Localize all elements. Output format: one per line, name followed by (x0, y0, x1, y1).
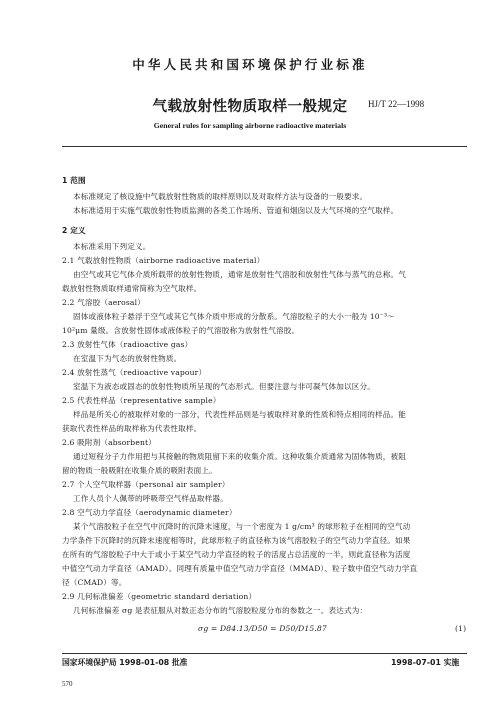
definition-heading: 2.1 气载放射性物质（airborne radioactive material） (62, 256, 265, 265)
definition-heading: 2.9 几何标准偏差（geometric standard deriation） (62, 592, 257, 601)
header-divider (62, 146, 467, 147)
paragraph-line: 10²μm 量级。含放射性固体或液体粒子的气溶胶称为放射性气溶胶。 (62, 326, 300, 335)
paragraph-line: 工作人员个人佩带的呼吸带空气样品取样器。 (73, 494, 228, 503)
paragraph-line: 获取代表性样品的取样称为代表性取样。 (62, 424, 202, 433)
paragraph-line: 在所有的气溶胶粒子中大于或小于某空气动力学直径的粒子的活度占总活度的一半，则此直径称为活度 (62, 550, 411, 559)
paragraph-line: 中值空气动力学直径（AMAD）。同理有质量中值空气动力学直径（MMAD）、粒子数中值空气动力学直 (62, 564, 418, 573)
paragraph-line: 几何标准偏差 σg 是表征服从对数正态分布的气溶胶粒度分布的参数之一。表达式为： (73, 606, 368, 615)
paragraph-line: 本标准适用于实施气载放射性物质监测的各类工作场所、管道和烟囱以及大气环境的空气取样。 (73, 206, 399, 215)
paragraph-line: 留的物质一般吸附在收集介质的吸附表面上。 (62, 466, 217, 475)
paragraph-line: 固体或液体粒子悬浮于空气或其它气体介质中形成的分散系。气溶胶粒子的大小一般为 10⁻³～ (73, 312, 395, 321)
definition-heading: 2.2 气溶胶（aerosal） (62, 298, 145, 307)
equation: σg = D84.13/D50 = D50/D15.87 (198, 624, 327, 633)
paragraph-line: 力学条件下沉降时的沉降末速度相等时，此球形粒子的直径称为该气溶胶粒子的空气动力学直径。如果 (62, 536, 411, 545)
english-subtitle: General rules for sampling airborne radioactive materials (153, 121, 347, 130)
equation-number: (1) (455, 624, 467, 633)
paragraph-line: 通过短程分子力作用把与其接触的物质阻留下来的收集介质。这种收集介质通常为固体物质，被阻 (73, 452, 406, 461)
standard-series-header: 中华人民共和国环境保护行业标准 (132, 57, 368, 72)
definition-heading: 2.8 空气动力学直径（aerodynamic diameter） (62, 508, 237, 517)
definition-heading: 2.3 放射性气体（radioactive gas） (62, 340, 193, 349)
paragraph-line: 载放射性物质取样通常简称为空气取样。 (62, 284, 202, 293)
standard-code: HJ/T 22—1998 (368, 99, 425, 109)
paragraph-line: 由空气或其它气体介质所载带的放射性物质，通常是放射性气溶胶和放射性气体与蒸气的总称。气 (73, 270, 406, 279)
definition-heading: 2.6 吸附剂（absorbent） (62, 438, 156, 447)
paragraph-line: 在室温下为气态的放射性物质。 (73, 354, 182, 363)
section-heading-scope: 1 范围 (62, 176, 86, 185)
paragraph-line: 径（CMAD）等。 (62, 578, 127, 587)
paragraph-line: 样品是所关心的被取样对象的一部分，代表性样品则是与被取样对象的性质和特点相同的样品。能 (73, 410, 406, 419)
implementation-date: 1998-07-01 实施 (391, 658, 460, 667)
page-number: 570 (62, 680, 73, 688)
section-heading-definitions: 2 定义 (62, 226, 86, 235)
definition-heading: 2.7 个人空气取样器（personal air sampler） (62, 480, 230, 489)
paragraph-line: 某个气溶胶粒子在空气中沉降时的沉降末速度，与一个密度为 1 g/cm³ 的球形粒子在相同的空气动 (73, 522, 411, 531)
definition-heading: 2.5 代表性样品（representative sample） (62, 396, 221, 405)
footer-divider (62, 653, 467, 654)
document-title: 气载放射性物质取样一般规定 (152, 99, 348, 115)
paragraph-line: 本标准规定了核设施中气载放射性物质的取样原则以及对取样方法与设备的一般要求。 (73, 192, 368, 201)
paragraph-line: 本标准采用下列定义。 (73, 242, 151, 251)
definition-heading: 2.4 放射性蒸气（redioactive vapour） (62, 368, 207, 377)
paragraph-line: 室温下为液态或固态的放射性物质所呈现的气态形式。但要注意与非可凝气体加以区分。 (73, 382, 376, 391)
approval-date: 国家环境保护局 1998-01-08 批准 (62, 658, 188, 667)
